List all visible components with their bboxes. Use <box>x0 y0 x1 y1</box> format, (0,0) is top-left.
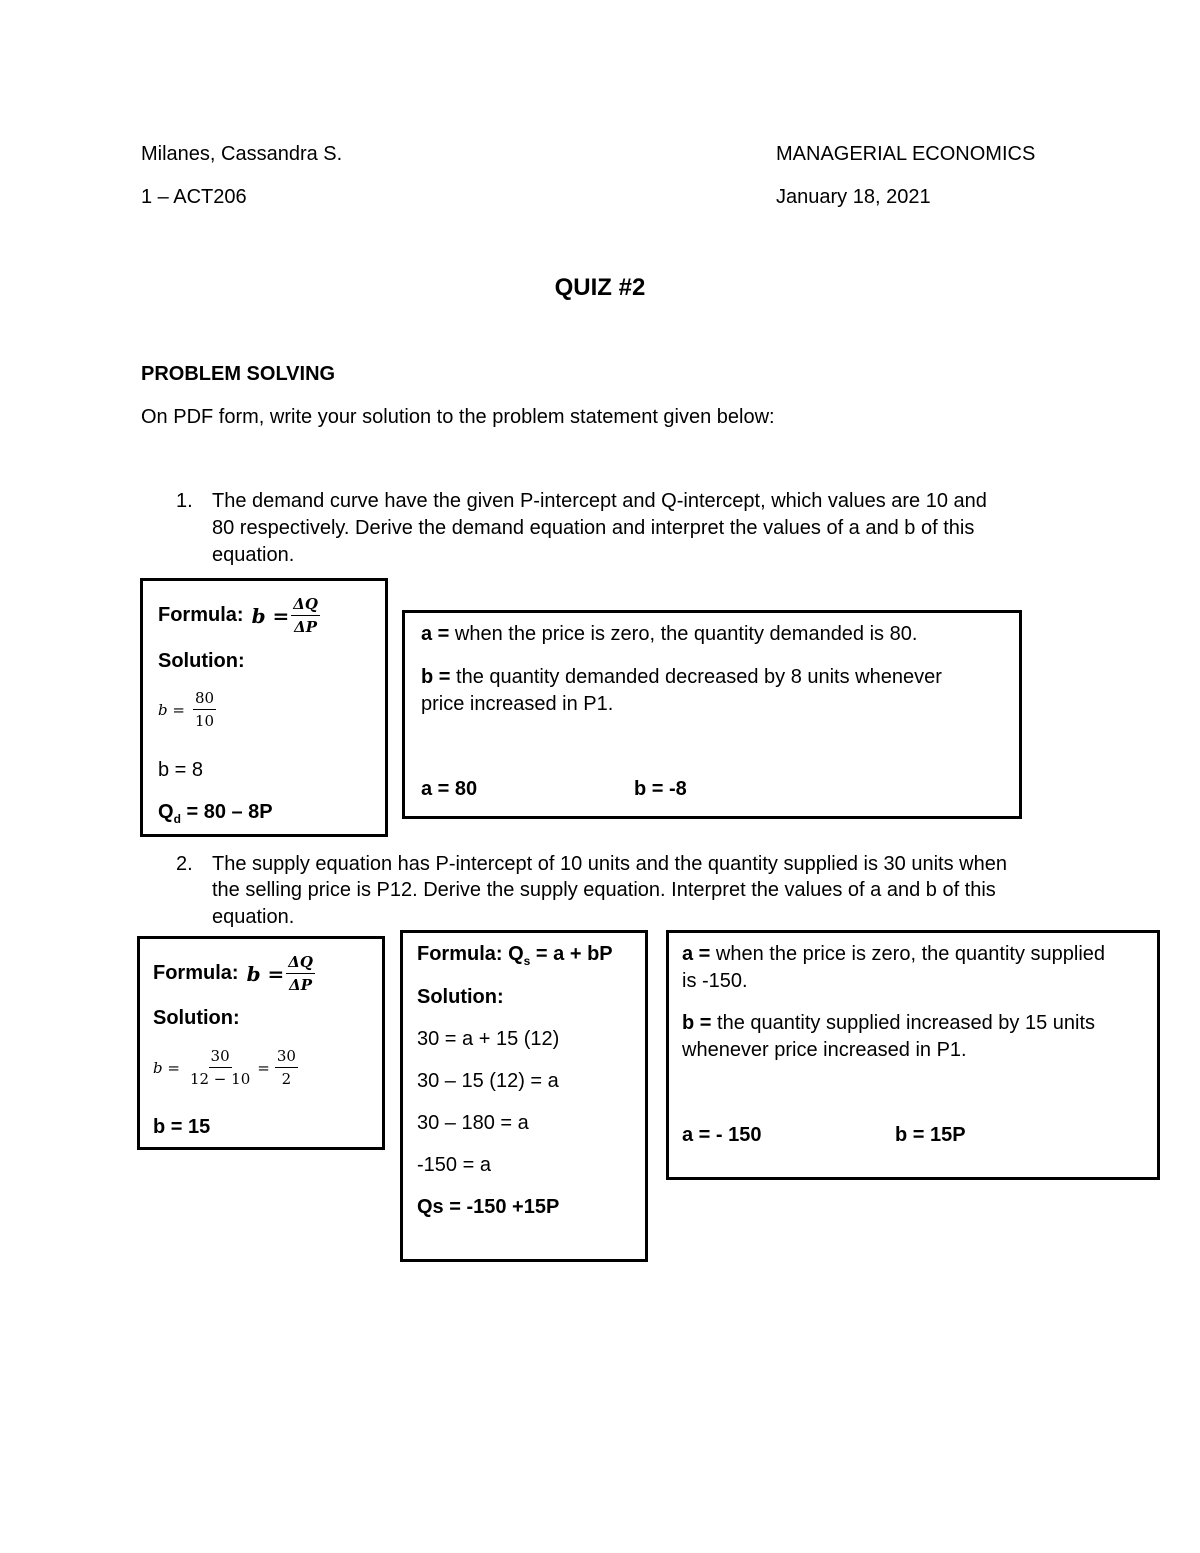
p2-b-final-result: b = 15P <box>895 1124 966 1146</box>
p2-b-text1: the quantity supplied increased by 15 units <box>711 1012 1096 1034</box>
instruction: On PDF form, write your solution to the problem statement given below: <box>141 406 775 428</box>
p1-formula-fraction <box>291 593 320 638</box>
p2-b-label: b = <box>682 1012 712 1034</box>
p1-b-text2: price increased in P1. <box>421 693 614 715</box>
date: January 18, 2021 <box>776 186 931 208</box>
p1-formula-num: ΔQ <box>291 593 320 616</box>
p1-sol-fraction <box>193 687 216 732</box>
p1-b-value: b = 8 <box>158 759 204 781</box>
p2-supply-equation: Qs = -150 +15P <box>417 1196 560 1218</box>
p2-step-4: -150 = a <box>417 1154 491 1176</box>
p2-sol-fraction2 <box>275 1045 298 1090</box>
problem2-equation-box <box>400 930 648 1262</box>
subject: MANAGERIAL ECONOMICS <box>776 143 1036 165</box>
p2-b-text2: whenever price increased in P1. <box>682 1039 967 1061</box>
p2-frac2-num: 30 <box>275 1045 298 1068</box>
p2-sol-equals: = <box>257 1058 270 1077</box>
problem2-interpretation-box <box>666 930 1160 1180</box>
p2-formula-den: ΔP <box>289 976 313 994</box>
p1-formula-lhs: b = <box>251 603 290 628</box>
p2-frac1-den: 12 − 10 <box>189 1070 251 1088</box>
p1-sol-lhs: b = <box>158 700 185 719</box>
p2-box2-formula-prefix: Formula: Q <box>417 943 524 965</box>
problem2-line2: the selling price is P12. Derive the supply equation. Interpret the values of a and b of this <box>212 879 996 901</box>
p2-formula-label: Formula: <box>153 962 239 984</box>
page-title: QUIZ #2 <box>554 274 646 301</box>
p1-b-text1: the quantity demanded decreased by 8 units whenever <box>450 666 942 688</box>
p2-a-interpretation <box>682 942 1105 966</box>
problem2-line1: The supply equation has P-intercept of 10 units and the quantity supplied is 30 units when <box>212 853 1007 875</box>
p2-formula-line <box>153 951 317 996</box>
problem1-line1: The demand curve have the given P-intercept and Q-intercept, which values are 10 and <box>212 490 987 512</box>
p1-sol-num: 80 <box>193 687 216 710</box>
p2-solution-label: Solution: <box>153 1007 240 1029</box>
problem2-number: 2. <box>176 853 193 875</box>
problem1-solution-box <box>140 578 388 837</box>
p2-sol-lhs: b = <box>153 1058 180 1077</box>
p2-a-result: a = - 150 <box>682 1124 762 1146</box>
student-name: Milanes, Cassandra S. <box>141 143 343 165</box>
p2-box2-formula-sub: s <box>523 954 531 968</box>
p1-formula-den: ΔP <box>294 618 318 636</box>
p2-formula-lhs: b = <box>246 961 285 986</box>
p2-box2-formula-rest: = a + bP <box>530 943 613 965</box>
p1-demand-equation <box>158 800 273 831</box>
p1-a-text: when the price is zero, the quantity demanded is 80. <box>449 623 918 645</box>
problem1-interpretation-box <box>402 610 1022 819</box>
p1-b-interpretation <box>421 665 942 689</box>
p1-eq-q: Q <box>158 801 174 823</box>
p2-formula-fraction <box>286 951 315 996</box>
problem1-number: 1. <box>176 490 193 512</box>
p2-b-interpretation <box>682 1011 1095 1035</box>
p1-a-result: a = 80 <box>421 778 478 800</box>
p2-box2-formula <box>417 942 613 973</box>
p1-b-result: b = -8 <box>634 778 687 800</box>
p1-a-interpretation <box>421 622 917 646</box>
p1-formula-line <box>158 593 322 638</box>
p2-frac2-den: 2 <box>281 1070 292 1088</box>
p1-solution-fraction-line <box>158 687 218 732</box>
p2-a-text2: is -150. <box>682 970 748 992</box>
p1-formula-label: Formula: <box>158 604 244 626</box>
problem2-line3: equation. <box>212 906 295 928</box>
p1-eq-sub: d <box>173 812 181 826</box>
problem1-line3: equation. <box>212 544 295 566</box>
p1-eq-rest: = 80 – 8P <box>180 801 273 823</box>
p2-frac1-num: 30 <box>209 1045 232 1068</box>
p1-b-label: b = <box>421 666 451 688</box>
p2-step-1: 30 = a + 15 (12) <box>417 1028 560 1050</box>
p2-solution-fraction-line <box>153 1045 300 1090</box>
p1-sol-den: 10 <box>194 712 215 730</box>
p2-a-text1: when the price is zero, the quantity supplied <box>710 943 1106 965</box>
problem2-slope-box <box>137 936 385 1150</box>
p2-b-result: b = 15 <box>153 1116 211 1138</box>
p2-step-2: 30 – 15 (12) = a <box>417 1070 559 1092</box>
p1-a-label: a = <box>421 623 450 645</box>
p1-solution-label: Solution: <box>158 650 245 672</box>
p2-box2-solution-label: Solution: <box>417 986 504 1008</box>
p2-step-3: 30 – 180 = a <box>417 1112 529 1134</box>
student-section: 1 – ACT206 <box>141 186 247 208</box>
section-heading: PROBLEM SOLVING <box>141 363 336 385</box>
problem1-line2: 80 respectively. Derive the demand equation and interpret the values of a and b of this <box>212 517 975 539</box>
p2-a-label: a = <box>682 943 711 965</box>
p2-formula-num: ΔQ <box>286 951 315 974</box>
p2-sol-fraction1 <box>188 1045 252 1090</box>
